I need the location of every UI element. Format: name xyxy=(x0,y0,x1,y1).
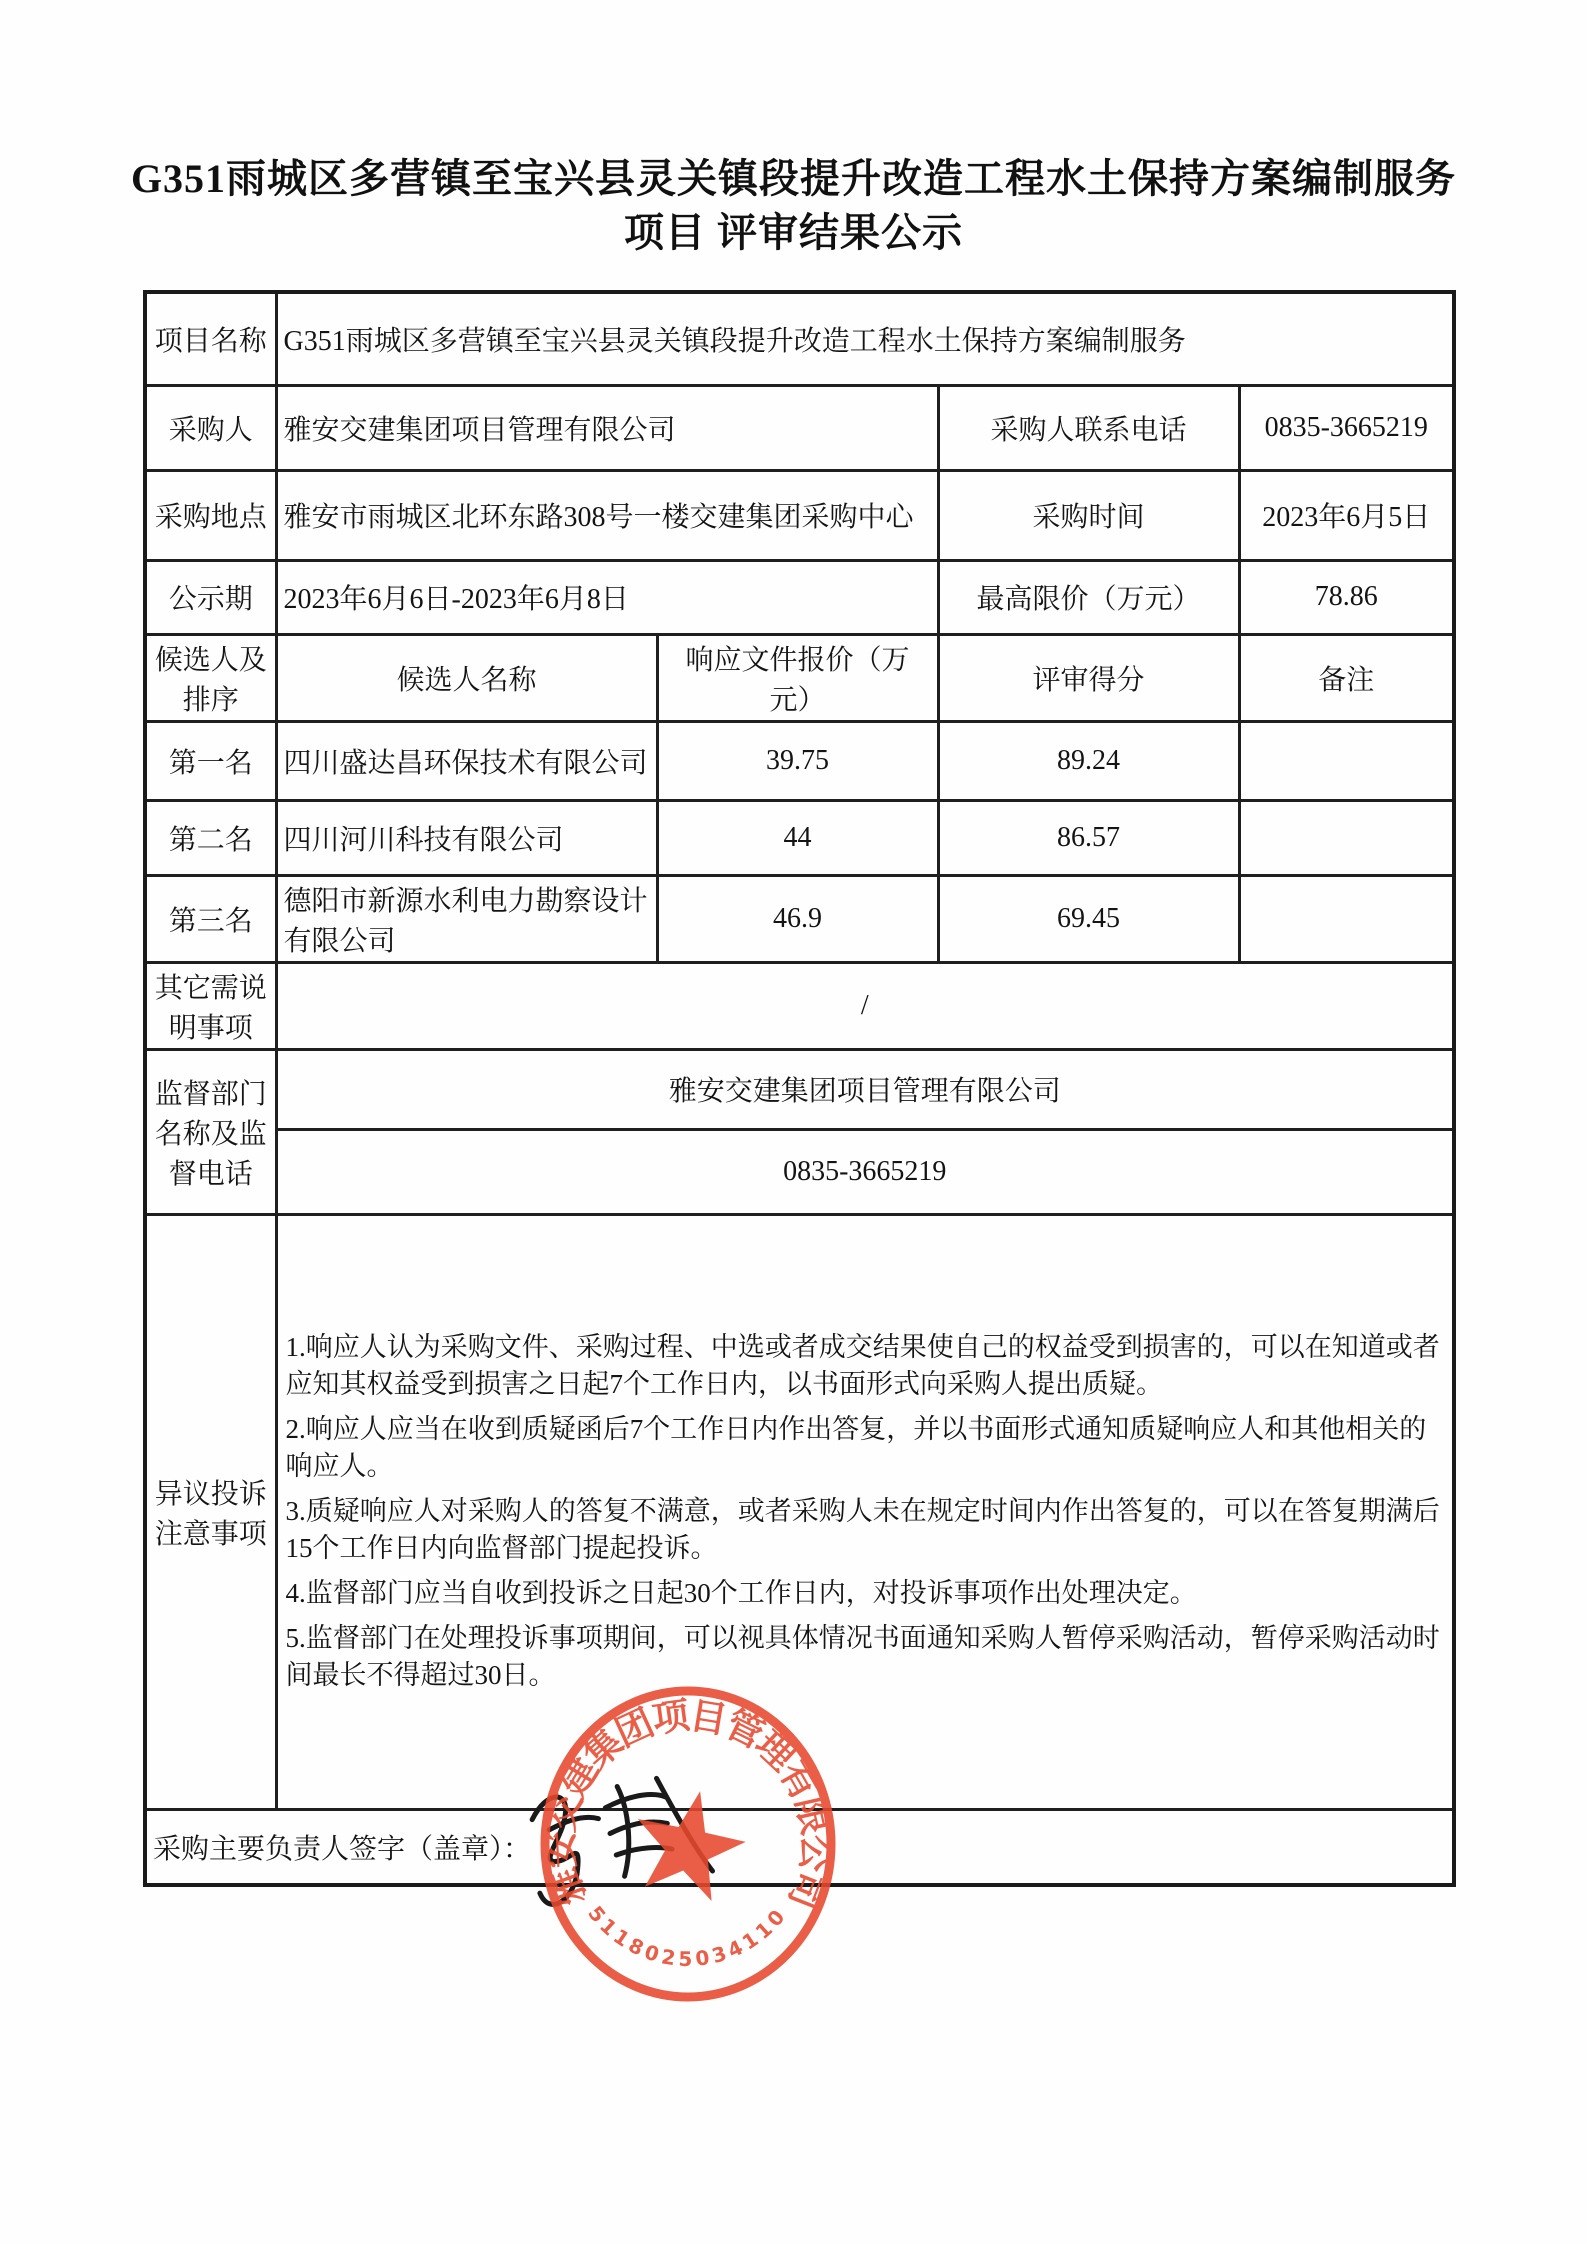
time-value: 2023年6月5日 xyxy=(1239,470,1454,560)
signature-label: 采购主要负责人签字（盖章）： xyxy=(145,1809,1454,1885)
candidate-1-score: 89.24 xyxy=(938,721,1239,800)
location-value: 雅安市雨城区北环东路308号一楼交建集团采购中心 xyxy=(276,470,938,560)
rank-header: 候选人及排序 xyxy=(145,634,276,721)
candidate-2-name: 四川河川科技有限公司 xyxy=(276,800,657,875)
max-price-label: 最高限价（万元） xyxy=(938,560,1239,634)
time-label: 采购时间 xyxy=(938,470,1239,560)
candidate-2-remark xyxy=(1239,800,1454,875)
objection-item-1: 1.响应人认为采购文件、采购过程、中选或者成交结果使自己的权益受到损害的，可以在知道或者应知其权益受到损害之日起7个工作日内，以书面形式向采购人提出质疑。 xyxy=(285,1332,1440,1399)
row-other-notes xyxy=(145,962,1454,1049)
supervisor-phone-value: 0835-3665219 xyxy=(276,1129,1454,1214)
candidate-row-1 xyxy=(145,721,1454,800)
candidate-header: 候选人名称 xyxy=(276,634,657,721)
row-publicity xyxy=(145,560,1454,634)
seal-number-text: 5118025034110 xyxy=(583,1901,793,1971)
row-project-name xyxy=(145,292,1454,385)
candidate-1-rank: 第一名 xyxy=(145,721,276,800)
location-label: 采购地点 xyxy=(145,470,276,560)
publicity-label: 公示期 xyxy=(145,560,276,634)
other-notes-value: / xyxy=(276,962,1454,1049)
candidate-1-name: 四川盛达昌环保技术有限公司 xyxy=(276,721,657,800)
quote-header: 响应文件报价（万元） xyxy=(657,634,938,721)
candidate-3-remark xyxy=(1239,875,1454,962)
objection-item-3: 3.质疑响应人对采购人的答复不满意，或者采购人未在规定时间内作出答复的，可以在答复期满后15个工作日内向监督部门提起投诉。 xyxy=(285,1496,1440,1563)
supervisor-label: 监督部门名称及监督电话 xyxy=(145,1049,276,1214)
document-title xyxy=(0,152,1587,260)
row-location xyxy=(145,470,1454,560)
candidate-2-score: 86.57 xyxy=(938,800,1239,875)
candidate-1-quote: 39.75 xyxy=(657,721,938,800)
row-objection-notes xyxy=(145,1214,1454,1809)
row-candidate-header xyxy=(145,634,1454,721)
document-title-line2: 项目 评审结果公示 xyxy=(624,210,963,255)
supervisor-name-value: 雅安交建集团项目管理有限公司 xyxy=(276,1049,1454,1129)
candidate-3-score: 69.45 xyxy=(938,875,1239,962)
candidate-3-quote: 46.9 xyxy=(657,875,938,962)
purchaser-label: 采购人 xyxy=(145,385,276,470)
candidate-3-rank: 第三名 xyxy=(145,875,276,962)
document-title-line1: G351雨城区多营镇至宝兴县灵关镇段提升改造工程水土保持方案编制服务 xyxy=(130,156,1457,201)
candidate-3-name: 德阳市新源水利电力勘察设计有限公司 xyxy=(276,875,657,962)
candidate-1-remark xyxy=(1239,721,1454,800)
seal-company-text: 雅安交建集团项目管理有限公司 xyxy=(540,1695,836,1915)
objection-item-2: 2.响应人应当在收到质疑函后7个工作日内作出答复，并以书面形式通知质疑响应人和其他相关的响应人。 xyxy=(285,1414,1427,1481)
other-notes-label: 其它需说明事项 xyxy=(145,962,276,1049)
candidate-row-3 xyxy=(145,875,1454,962)
evaluation-result-table xyxy=(143,290,1456,1887)
candidate-row-2 xyxy=(145,800,1454,875)
objection-item-4: 4.监督部门应当自收到投诉之日起30个工作日内，对投诉事项作出处理决定。 xyxy=(285,1578,1197,1608)
purchaser-phone-value: 0835-3665219 xyxy=(1239,385,1454,470)
objection-label: 异议投诉注意事项 xyxy=(145,1214,276,1809)
purchaser-phone-label: 采购人联系电话 xyxy=(938,385,1239,470)
candidate-2-rank: 第二名 xyxy=(145,800,276,875)
objection-item-5: 5.监督部门在处理投诉事项期间，可以视具体情况书面通知采购人暂停采购活动，暂停采购活动时间最长不得超过30日。 xyxy=(285,1623,1440,1690)
purchaser-value: 雅安交建集团项目管理有限公司 xyxy=(276,385,938,470)
objection-content xyxy=(276,1214,1454,1809)
score-header: 评审得分 xyxy=(938,634,1239,721)
row-purchaser xyxy=(145,385,1454,470)
project-name-label: 项目名称 xyxy=(145,292,276,385)
remark-header: 备注 xyxy=(1239,634,1454,721)
max-price-value: 78.86 xyxy=(1239,560,1454,634)
project-name-value: G351雨城区多营镇至宝兴县灵关镇段提升改造工程水土保持方案编制服务 xyxy=(276,292,1454,385)
row-supervisor-name xyxy=(145,1049,1454,1129)
publicity-value: 2023年6月6日-2023年6月8日 xyxy=(276,560,938,634)
candidate-2-quote: 44 xyxy=(657,800,938,875)
row-signature xyxy=(145,1809,1454,1885)
row-supervisor-phone xyxy=(145,1129,1454,1214)
